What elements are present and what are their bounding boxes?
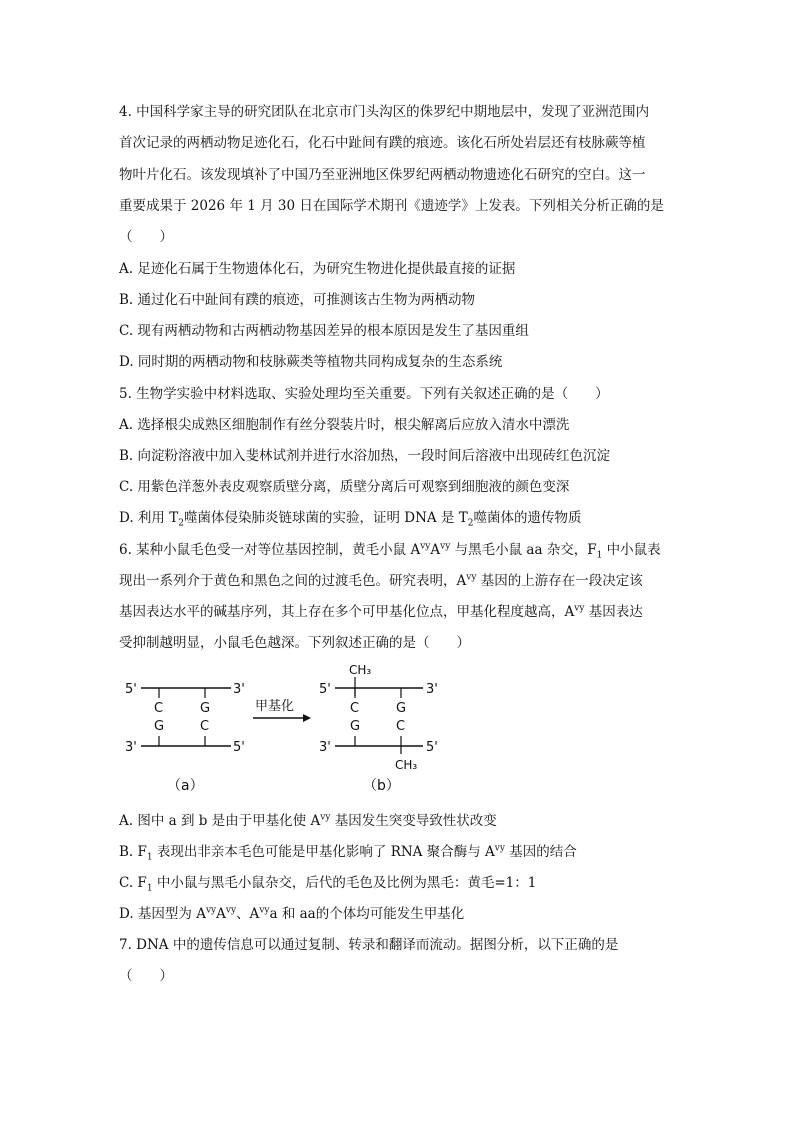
q4-stem-line-2: 首次记录的两栖动物足迹化石，化石中趾间有蹼的痕迹。该化石所处岩层还有枝脉蕨等植 xyxy=(119,135,646,151)
label-5prime: 5' xyxy=(319,682,331,697)
q5-option-b: B. 向淀粉溶液中加入斐林试剂并进行水浴加热，一段时间后溶液中出现砖红色沉淀 xyxy=(119,448,611,464)
base-c: C xyxy=(200,719,210,734)
label-3prime: 3' xyxy=(233,682,245,697)
diagram-a xyxy=(125,682,245,794)
q4-answer-paren: （ ） xyxy=(119,229,173,245)
q6-stem-line-4: 受抑制越明显，小鼠毛色越深。下列叙述正确的是（ ） xyxy=(119,635,470,651)
q4-option-b: B. 通过化石中趾间有蹼的痕迹，可推测该古生物为两栖动物 xyxy=(119,292,476,308)
q6-stem-line-2: 现出一系列介于黄色和黑色之间的过渡毛色。研究表明，$A^{vy}$ 基因的上游存在一段决定该 xyxy=(119,572,643,589)
label-3prime: 3' xyxy=(426,682,438,697)
label-3prime: 3' xyxy=(125,740,137,755)
q6-option-b: B. $F_1$ 表现出非亲本毛色可能是甲基化影响了 RNA 聚合酶与 $A^{vy}$ 基因的结合 xyxy=(119,843,577,863)
base-g: G xyxy=(200,701,211,716)
q6-stem-line-1: 6. 某种小鼠毛色受一对等位基因控制，黄毛小鼠 $A^{vy}A^{vy}$ 与黑毛小鼠 aa 杂交，$F_1$ 中小鼠表 xyxy=(119,541,661,561)
base-c: C xyxy=(154,701,164,716)
q7-stem: 7. DNA 中的遗传信息可以通过复制、转录和翻译而流动。据图分析，以下正确的是 xyxy=(119,937,619,953)
base-c: C xyxy=(350,701,360,716)
q6-option-c: C. $F_1$ 中小鼠与黑毛小鼠杂交，后代的毛色及比例为黑毛：黄毛=1：1 xyxy=(119,875,537,894)
q6-stem-line-3: 基因表达水平的碱基序列，其上存在多个可甲基化位点，甲基化程度越高，$A^{vy}$ 基因表达 xyxy=(119,603,643,620)
label-5prime: 5' xyxy=(233,740,245,755)
q4-stem-line-1: 4. 中国科学家主导的研究团队在北京市门头沟区的侏罗纪中期地层中，发现了亚洲范围内 xyxy=(119,104,650,120)
q5-option-a: A. 选择根尖成熟区细胞制作有丝分裂装片时，根尖解离后应放入清水中漂洗 xyxy=(119,417,570,433)
label-5prime: 5' xyxy=(426,740,438,755)
base-g: G xyxy=(396,701,407,716)
q4-stem-line-4: 重要成果于 2026 年 1 月 30 日在国际学术期刊《遗迹学》上发表。下列相关分析正确的是 xyxy=(119,198,664,214)
q5-option-d: D. 利用 $T_2$噬菌体侵染肺炎链球菌的实验，证明 DNA 是 $T_2$噬菌体的遗传物质 xyxy=(119,510,582,529)
label-3prime: 3' xyxy=(319,740,331,755)
arrow-label: 甲基化 xyxy=(255,699,295,714)
methylation-arrow xyxy=(253,699,311,722)
q5-stem: 5. 生物学实验中材料选取、实验处理均至关重要。下列有关叙述正确的是（ ） xyxy=(119,386,609,402)
q5-option-c: C. 用紫色洋葱外表皮观察质壁分离，质壁分离后可观察到细胞液的颜色变深 xyxy=(119,479,570,495)
q6-option-a: A. 图中 a 到 b 是由于甲基化使 $A^{vy}$ 基因发生突变导致性状改变 xyxy=(119,812,497,829)
label-5prime: 5' xyxy=(125,682,137,697)
q4-option-d: D. 同时期的两栖动物和枝脉蕨类等植物共同构成复杂的生态系统 xyxy=(119,354,503,370)
q4-option-c: C. 现有两栖动物和古两栖动物基因差异的根本原因是发生了基因重组 xyxy=(119,323,529,339)
base-g: G xyxy=(350,719,361,734)
methylation-diagram xyxy=(119,662,459,802)
q4-stem-line-3: 物叶片化石。该发现填补了中国乃至亚洲地区侏罗纪两栖动物遗迹化石研究的空白。这一 xyxy=(119,167,646,183)
methyl-group-bottom: CH₃ xyxy=(395,758,418,772)
base-g: G xyxy=(154,719,165,734)
base-c: C xyxy=(396,719,406,734)
diagram-b xyxy=(319,663,438,794)
label-b: （b） xyxy=(363,778,400,794)
methyl-group-top: CH₃ xyxy=(349,663,372,677)
q7-answer-paren: （ ） xyxy=(119,968,173,984)
label-a: （a） xyxy=(167,778,204,794)
q6-option-d: D. 基因型为 $A^{vy}A^{vy}$、$A^{vy}a$ 和 aa的个体均可能发生甲基化 xyxy=(119,905,465,922)
q4-option-a: A. 足迹化石属于生物遗体化石，为研究生物进化提供最直接的证据 xyxy=(119,261,516,277)
